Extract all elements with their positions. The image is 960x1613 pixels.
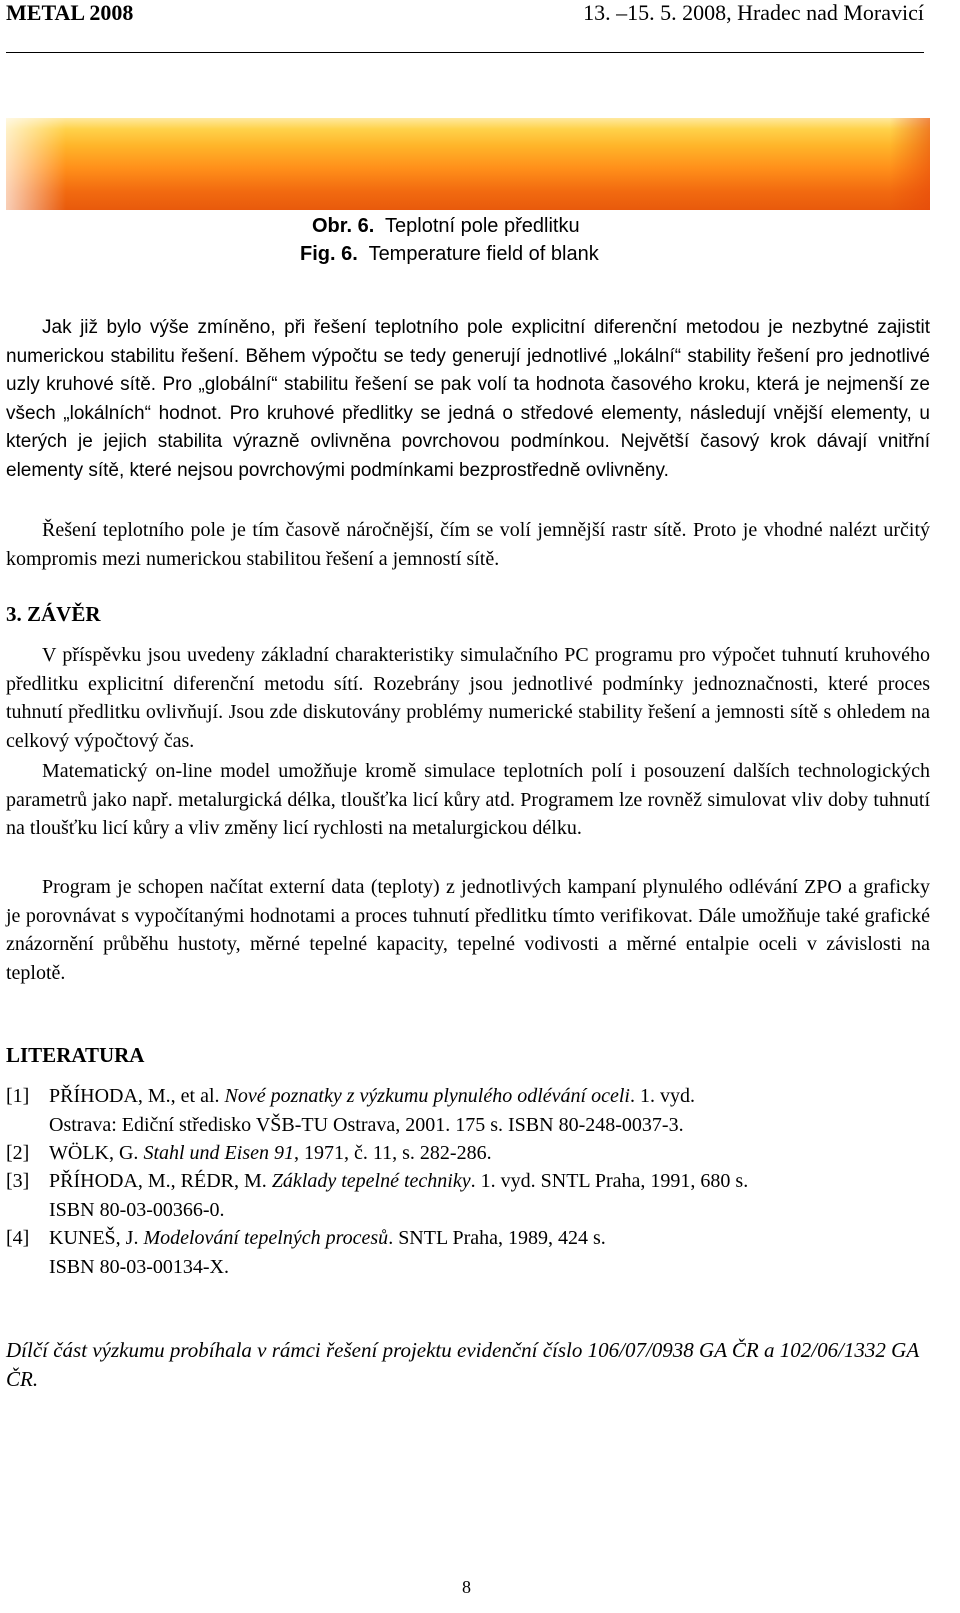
- paragraph-conclusion-3: Program je schopen načítat externí data (teploty) z jednotlivých kampaní plynulého odlévání ZPO a graficky je porovnávat s vypočítanými hodnotami a proces tuhnutí předlitku tímto verifikovat. Dále umožňuje také grafické znázornění průběhu hustoty, měrné tepelné kapacity, tepelné vodivosti a měrné entalpie oceli v závislosti na teplotě.: [6, 876, 930, 984]
- caption-cz-text: Teplotní pole předlitku: [385, 215, 580, 237]
- ref-number: [1]: [6, 1085, 30, 1107]
- ref-title: Modelování tepelných procesů: [143, 1227, 389, 1249]
- reference-3: [6, 1167, 930, 1224]
- conference-date-place: 13. –15. 5. 2008, Hradec nad Moravicí: [583, 0, 924, 25]
- conference-name: METAL 2008: [6, 0, 134, 25]
- ref-number: [2]: [6, 1142, 30, 1164]
- caption-en-label: Fig. 6.: [300, 243, 358, 265]
- section-heading-conclusion: 3. ZÁVĚR: [6, 602, 101, 626]
- reference-4: [6, 1224, 930, 1281]
- page-header: [6, 0, 924, 53]
- ref-line2: ISBN 80-03-00134-X.: [49, 1255, 229, 1278]
- ref-line2: Ostrava: Ediční středisko VŠB-TU Ostrava, 2001. 175 s. ISBN 80-248-0037-3.: [49, 1113, 684, 1136]
- paragraph-stability: Jak již bylo výše zmíněno, při řešení teplotního pole explicitní diferenční metodou je nezbytné zajistit numerickou stabilitu řešení. Během výpočtu se tedy generují jednotlivé „lokální“ stability řešení pro jednotlivé uzly kruhové sítě. Pro „globální“ stabilitu řešení se pak volí ta hodnota časového kroku, která je nejmenší ze všech „lokálních“ hodnot. Pro kruhové předlitky se jedná o středové elementy, následují vnější elementy, u kterých je jejich stabilita výrazně ovlivněna povrchovou podmínkou. Největší časový krok dávají vnitřní elementy sítě, které nejsou povrchovými podmínkami bezprostředně ovlivněny.: [6, 317, 930, 481]
- ref-details: , 1971, č. 11, s. 282-286.: [293, 1142, 492, 1164]
- ref-authors: WÖLK, G.: [49, 1142, 139, 1164]
- ref-authors: KUNEŠ, J.: [49, 1227, 139, 1249]
- caption-cz-label: Obr. 6.: [312, 215, 375, 237]
- reference-1: [6, 1082, 930, 1139]
- funding-footnote: Dílčí část výzkumu probíhala v rámci řešení projektu evidenční číslo 106/07/0938 GA ČR a 102/06/1332 GA ČR.: [6, 1338, 919, 1391]
- paragraph-conclusion-2: Matematický on-line model umožňuje kromě simulace teplotních polí i posouzení dalších technologických parametrů jako např. metalurgická délka, tloušťka licí kůry atd. Programem lze rovněž simulovat vliv doby tuhnutí na tloušťku licí kůry a vliv změny licí rychlosti na metalurgickou délku.: [6, 760, 930, 839]
- ref-number: [4]: [6, 1227, 30, 1249]
- paragraph-conclusion-1: V příspěvku jsou uvedeny základní charakteristiky simulačního PC programu pro výpočet tuhnutí kruhového předlitku explicitní diferenční metodu sítí. Rozebrány jsou jednotlivé podmínky jednoznačnosti, které proces tuhnutí předlitku ovlivňují. Jsou zde diskutovány problémy numerické stability řešení a jemnosti sítě s ohledem na celkový výpočtový čas.: [6, 644, 930, 752]
- ref-title: Nové poznatky z výzkumu plynulého odlévání oceli: [224, 1085, 630, 1107]
- caption-en-text: Temperature field of blank: [368, 243, 599, 265]
- ref-line2: ISBN 80-03-00366-0.: [49, 1198, 225, 1221]
- ref-details: . 1. vyd. SNTL Praha, 1991, 680 s.: [470, 1170, 749, 1192]
- ref-authors: PŘÍHODA, M., et al.: [49, 1085, 220, 1107]
- ref-title: Stahl und Eisen 91: [143, 1142, 294, 1164]
- figure-caption: [0, 212, 960, 268]
- ref-number: [3]: [6, 1170, 30, 1192]
- paragraph-grid-tradeoff: Řešení teplotního pole je tím časově náročnější, čím se volí jemnější rastr sítě. Proto je vhodné nalézt určitý kompromis mezi numerickou stabilitou řešení a jemností sítě.: [6, 519, 930, 570]
- ref-authors: PŘÍHODA, M., RÉDR, M.: [49, 1170, 267, 1192]
- page-number: 8: [462, 1577, 471, 1597]
- reference-2: [6, 1139, 930, 1168]
- temperature-field-image: [6, 118, 930, 210]
- ref-title: Základy tepelné techniky: [271, 1170, 471, 1192]
- ref-details: . SNTL Praha, 1989, 424 s.: [388, 1227, 606, 1249]
- literature-heading: LITERATURA: [6, 1043, 145, 1067]
- ref-details: . 1. vyd.: [629, 1085, 695, 1107]
